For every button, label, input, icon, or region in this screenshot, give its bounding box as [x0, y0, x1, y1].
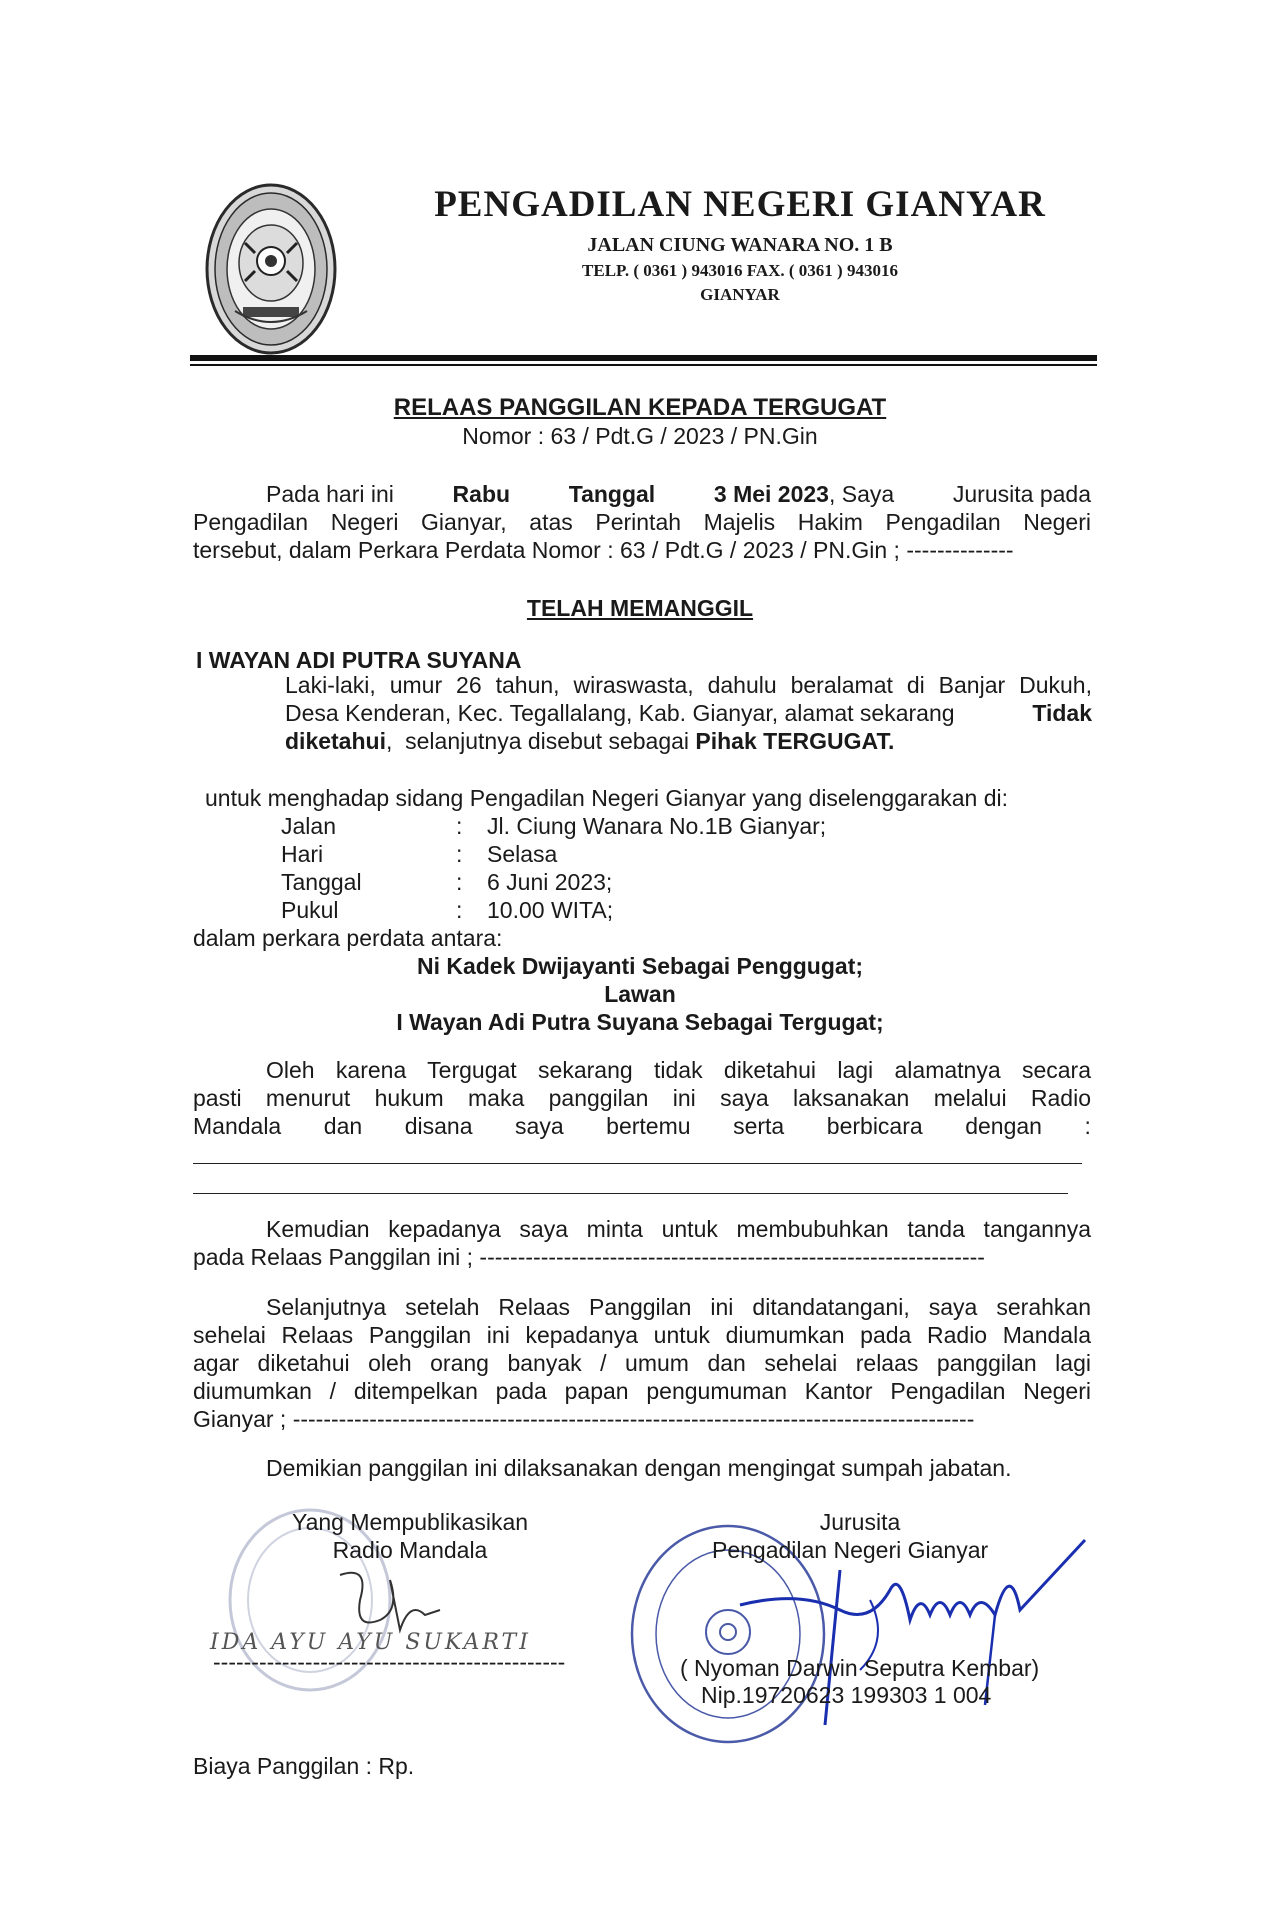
- right-sign-name: ( Nyoman Darwin Seputra Kembar): [680, 1655, 1040, 1681]
- court-city: GIANYAR: [700, 285, 780, 304]
- hearing-value-tanggal: 6 Juni 2023;: [487, 869, 613, 895]
- right-sign-title: Jurusita: [819, 1509, 901, 1535]
- hearing-value-jalan: Jl. Ciung Wanara No.1B Gianyar;: [487, 813, 827, 839]
- hearing-label-hari: Hari: [281, 841, 324, 867]
- plaintiff: Ni Kadek Dwijayanti Sebagai Penggugat;: [416, 953, 864, 979]
- word: :: [1084, 1113, 1091, 1139]
- desc-address: Desa Kenderan, Kec. Tegallalang, Kab. Gianyar, alamat sekarang: [285, 700, 955, 726]
- left-sign-title: Yang Mempublikasikan: [291, 1509, 529, 1535]
- hearing-label-jalan: Jalan: [281, 813, 336, 839]
- word: disana: [404, 1113, 473, 1139]
- opening-tanggal: Tanggal: [568, 481, 656, 507]
- opening-text: Pada hari ini: [266, 481, 394, 507]
- right-sign-org: Pengadilan Negeri Gianyar: [712, 1537, 989, 1563]
- opening-jurusita: Jurusita pada: [952, 481, 1091, 507]
- defendant-desc-2: [285, 699, 1092, 727]
- opening-line-1: [193, 480, 1091, 508]
- desc-tidak: Tidak: [1032, 700, 1092, 726]
- blank-line-1: [193, 1163, 1082, 1164]
- opening-line-2: Pengadilan Negeri Gianyar, atas Perintah Majelis Hakim Pengadilan Negeri: [193, 509, 1091, 535]
- hearing-colon: :: [456, 869, 463, 895]
- defendant: I Wayan Adi Putra Suyana Sebagai Tergugat;: [396, 1009, 884, 1035]
- service-p3-line4: diumumkan / ditempelkan pada papan pengumuman Kantor Pengadilan Negeri: [193, 1378, 1091, 1404]
- service-p3-line5: Gianyar ; -----------------------------------------------------------------------------------------: [193, 1406, 975, 1432]
- service-p3-line2: sehelai Relaas Panggilan ini kepadanya untuk diumumkan pada Radio Mandala: [193, 1322, 1091, 1348]
- versus: Lawan: [604, 981, 676, 1007]
- service-p2-line1: Kemudian kepadanya saya minta untuk membubuhkan tanda tangannya: [266, 1216, 1091, 1242]
- hearing-value-pukul: 10.00 WITA;: [487, 897, 614, 923]
- hearing-value-hari: Selasa: [487, 841, 558, 867]
- summons-cost: Biaya Panggilan : Rp.: [193, 1753, 415, 1779]
- word: dengan: [965, 1113, 1042, 1139]
- document-number: Nomor : 63 / Pdt.G / 2023 / PN.Gin: [462, 423, 818, 449]
- word: Mandala: [193, 1113, 282, 1139]
- word: dan: [323, 1113, 363, 1139]
- hearing-label-tanggal: Tanggal: [281, 869, 362, 895]
- header-rule-thick: [190, 355, 1097, 361]
- service-p1-line1: Oleh karena Tergugat sekarang tidak diketahui lagi alamatnya secara: [266, 1057, 1091, 1083]
- desc-selanjutnya: , selanjutnya disebut sebagai: [385, 728, 690, 754]
- defendant-name: I WAYAN ADI PUTRA SUYANA: [196, 647, 522, 673]
- service-closing: Demikian panggilan ini dilaksanakan dengan mengingat sumpah jabatan.: [266, 1455, 1012, 1481]
- blank-line-2: [193, 1193, 1068, 1194]
- defendant-desc-3: [285, 727, 1092, 755]
- document-title: RELAAS PANGGILAN KEPADA TERGUGAT: [393, 394, 887, 421]
- service-p1-line2: pasti menurut hukum maka panggilan ini saya laksanakan melalui Radio: [193, 1085, 1091, 1111]
- opening-day: Rabu: [452, 481, 511, 507]
- hearing-colon: :: [456, 813, 463, 839]
- desc-diketahui: diketahui: [285, 728, 386, 754]
- service-p1-line3: [193, 1112, 1091, 1140]
- opening-date-wrap: [714, 480, 894, 508]
- left-sign-dashes: ----------------------------------------------: [213, 1649, 566, 1675]
- court-seal-logo: [205, 183, 337, 355]
- word: saya: [515, 1113, 564, 1139]
- word: berbicara: [826, 1113, 923, 1139]
- summons-heading: TELAH MEMANGGIL: [526, 595, 754, 621]
- header-rule-thin: [190, 364, 1097, 366]
- hearing-colon: :: [456, 897, 463, 923]
- case-intro: dalam perkara perdata antara:: [193, 925, 503, 951]
- hearing-colon: :: [456, 841, 463, 867]
- desc-pihak: Pihak TERGUGAT.: [695, 728, 895, 754]
- service-p2-line2: pada Relaas Panggilan ini ; ------------------------------------------------------------------: [193, 1244, 985, 1270]
- service-p3-line3: agar diketahui oleh orang banyak / umum dan sehelai relaas panggilan lagi: [193, 1350, 1091, 1376]
- opening-saya: , Saya: [828, 481, 895, 507]
- word: serta: [733, 1113, 785, 1139]
- court-phone: TELP. ( 0361 ) 943016 FAX. ( 0361 ) 943016: [582, 261, 898, 280]
- hearing-intro: untuk menghadap sidang Pengadilan Negeri Gianyar yang diselenggarakan di:: [205, 785, 1009, 811]
- court-name: PENGADILAN NEGERI GIANYAR: [434, 184, 1046, 225]
- right-sign-nip: Nip.19720623 199303 1 004: [701, 1682, 992, 1708]
- left-sign-org: Radio Mandala: [332, 1537, 488, 1563]
- service-p3-line1: Selanjutnya setelah Relaas Panggilan ini ditandatangani, saya serahkan: [266, 1294, 1091, 1320]
- word: bertemu: [606, 1113, 691, 1139]
- defendant-desc-1: Laki-laki, umur 26 tahun, wiraswasta, dahulu beralamat di Banjar Dukuh,: [285, 672, 1092, 698]
- opening-line-3: tersebut, dalam Perkara Perdata Nomor : 63 / Pdt.G / 2023 / PN.Gin ; --------------: [193, 537, 1014, 563]
- opening-date: 3 Mei 2023: [713, 481, 829, 507]
- left-handwritten-name: IDA AYU AYU SUKARTI: [210, 1630, 531, 1655]
- court-address: JALAN CIUNG WANARA NO. 1 B: [587, 234, 893, 256]
- hearing-label-pukul: Pukul: [281, 897, 339, 923]
